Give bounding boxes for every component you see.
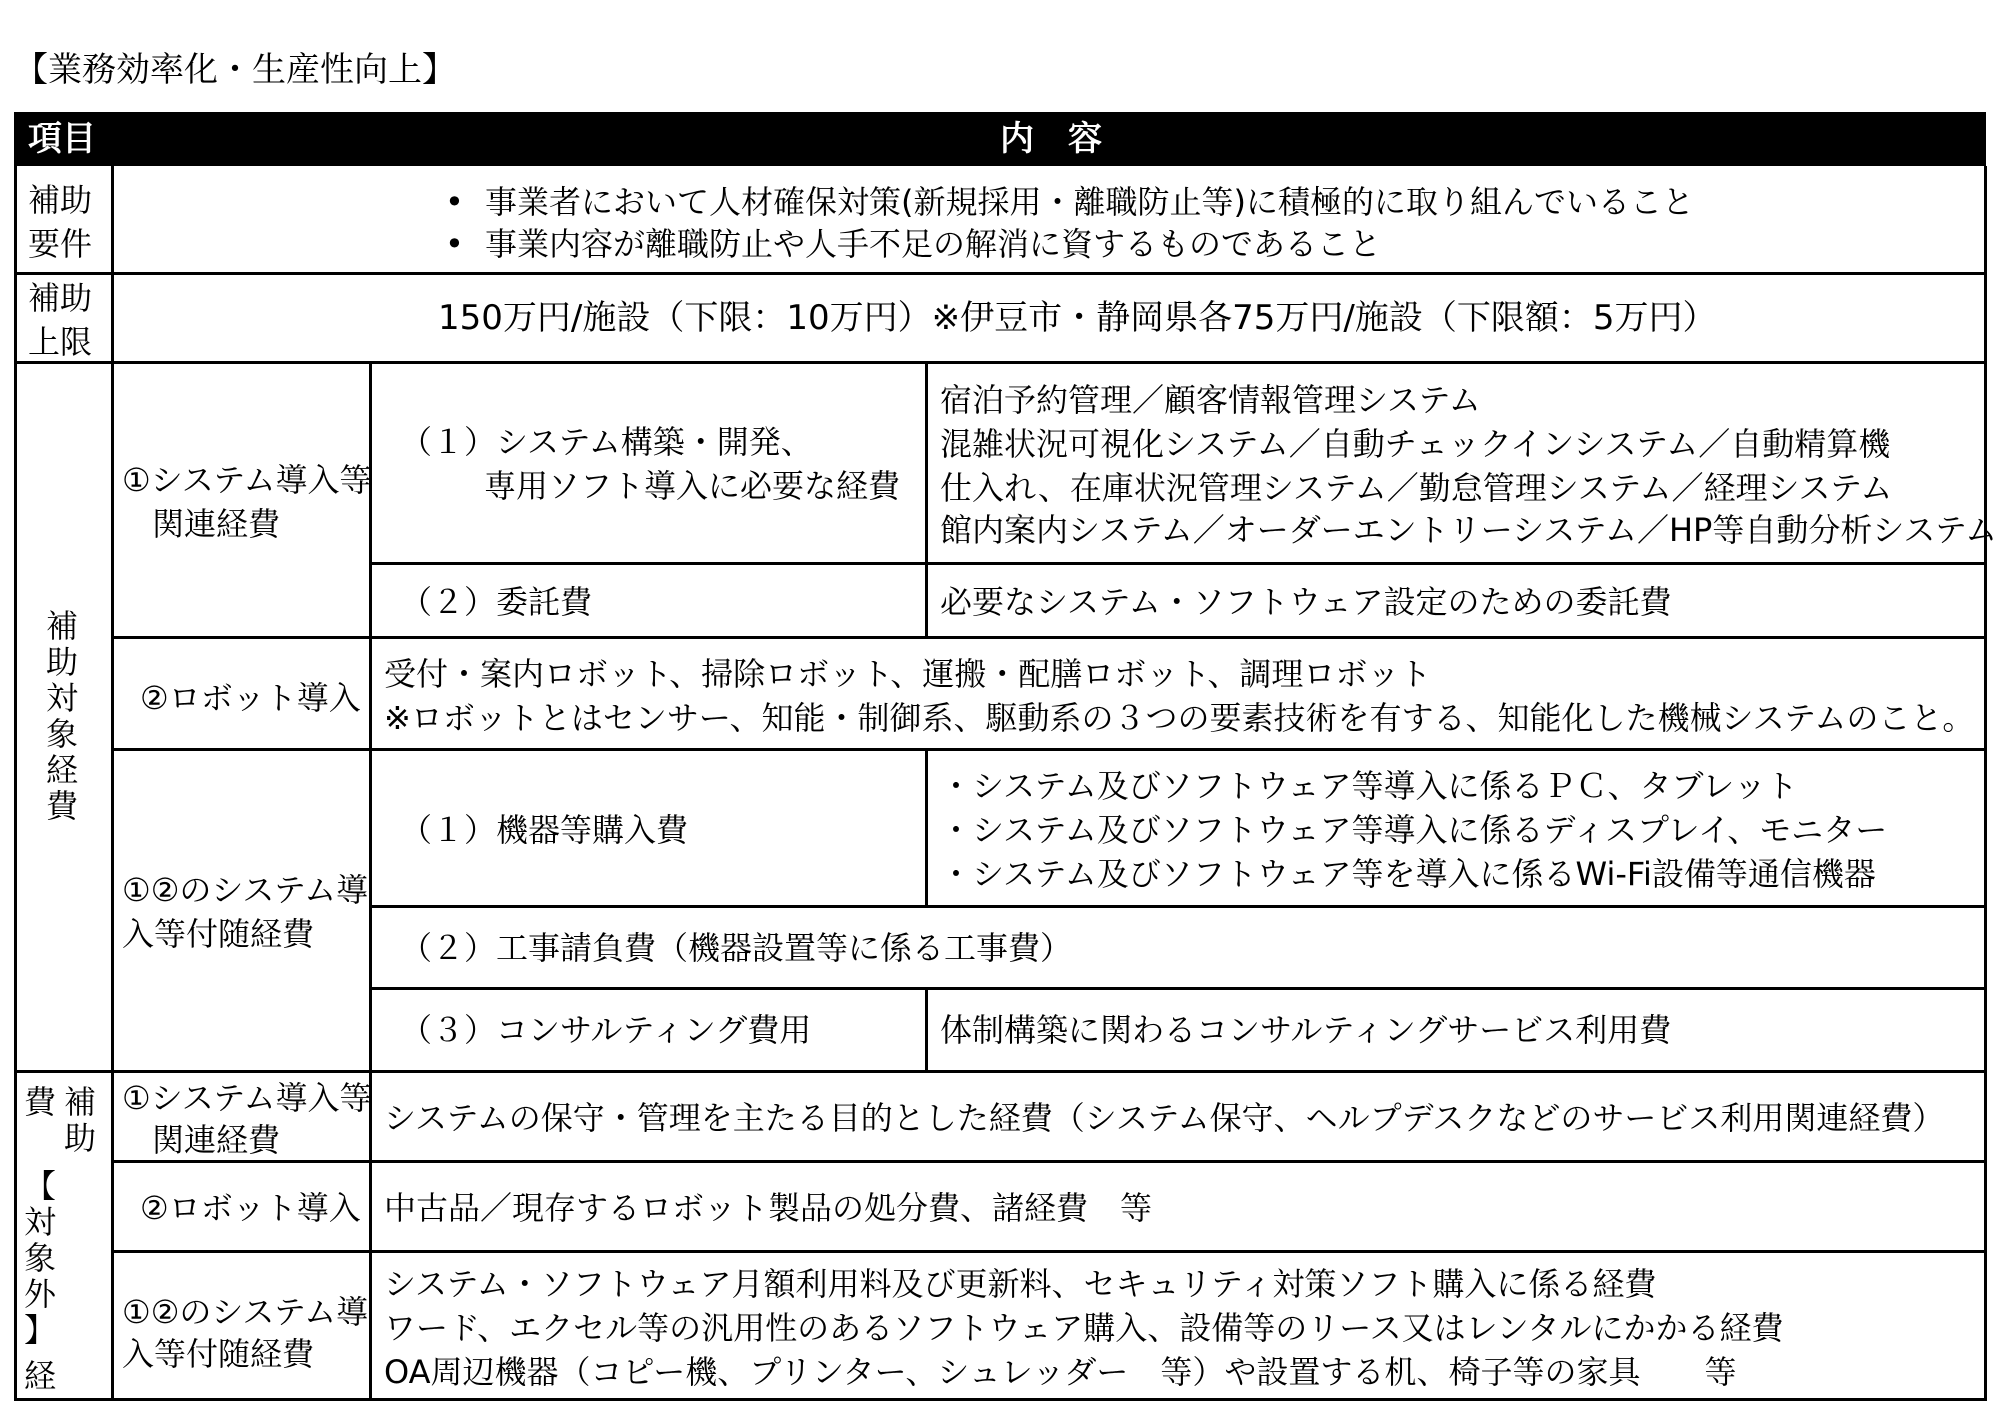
system-sub1-label-2: 専用ソフト導入に必要な経費	[484, 467, 901, 505]
excluded-robot-text: 中古品／現存するロボット製品の処分費、諸経費 等	[384, 1189, 1153, 1227]
excluded-system-label-2: 関連経費	[152, 1121, 281, 1159]
eligible-system-label-2: 関連経費	[152, 505, 281, 543]
system-detail: 混雑状況可視化システム／自動チェックインシステム／自動精算機	[940, 425, 1891, 463]
limit-text: 150万円/施設（下限：10万円）※伊豆市・静岡県各75万円/施設（下限額：5万円）	[438, 298, 1717, 338]
incidental-sub3-detail: 体制構築に関わるコンサルティングサービス利用費	[940, 1011, 1672, 1049]
system-sub1-label-1: （１）システム構築・開発、	[400, 423, 813, 461]
eligible-system-label-1: ①システム導入等	[122, 461, 372, 499]
excluded-incidental-line: システム・ソフトウェア月額利用料及び更新料、セキュリティ対策ソフト購入に係る経費	[384, 1265, 1657, 1303]
bullet-icon: •	[445, 183, 464, 221]
incidental-sub3-label: （３）コンサルティング費用	[400, 1011, 812, 1049]
system-detail: 館内案内システム／オーダーエントリーシステム／HP等自動分析システム	[940, 511, 1998, 549]
eligible-incidental-label-2: 入等付随経費	[122, 915, 315, 953]
excluded-incidental-line: ワード、エクセル等の汎用性のあるソフトウェア購入、設備等のリース又はレンタルにかかる経費	[384, 1309, 1784, 1347]
requirements-label-1: 補助	[28, 181, 93, 219]
system-sub2-detail: 必要なシステム・ソフトウェア設定のための委託費	[940, 583, 1672, 621]
limit-label-1: 補助	[28, 279, 93, 317]
robot-line: ※ロボットとはセンサー、知能・制御系、駆動系の３つの要素技術を有する、知能化した機械システムのこと。	[384, 699, 1975, 737]
limit-label-2: 上限	[28, 323, 93, 361]
incidental-detail: ・システム及びソフトウェア等導入に係るＰＣ、タブレット	[940, 767, 1798, 805]
excluded-system-label-1: ①システム導入等	[122, 1079, 372, 1117]
excluded-system-text: システムの保守・管理を主たる目的とした経費（システム保守、ヘルプデスクなどのサービス利用関連経費）	[384, 1099, 1945, 1137]
excluded-section-label-col1: 費 【 対 象 外 】 経	[23, 1083, 56, 1395]
eligible-robot-label: ②ロボット導入	[140, 679, 361, 717]
incidental-detail: ・システム及びソフトウェア等を導入に係るWi-Fi設備等通信機器	[940, 855, 1876, 893]
excluded-incidental-line: OA周辺機器（コピー機、プリンター、シュレッダー 等）や設置する机、椅子等の家具 等	[384, 1353, 1737, 1391]
bullet-icon: •	[445, 225, 464, 263]
incidental-detail: ・システム及びソフトウェア等導入に係るディスプレイ、モニター	[940, 811, 1888, 849]
requirement-bullet: 事業内容が離職防止や人手不足の解消に資するものであること	[485, 225, 1382, 263]
excluded-incidental-label-1: ①②のシステム導	[122, 1293, 369, 1331]
excluded-robot-label: ②ロボット導入	[140, 1189, 361, 1227]
system-detail: 宿泊予約管理／顧客情報管理システム	[940, 381, 1481, 419]
robot-line: 受付・案内ロボット、掃除ロボット、運搬・配膳ロボット、調理ロボット	[384, 655, 1432, 693]
requirement-bullet: 事業者において人材確保対策(新規採用・離職防止等)に積極的に取り組んでいること	[485, 183, 1694, 221]
incidental-sub1-label: （１）機器等購入費	[400, 811, 689, 849]
document-title: 【業務効率化・生産性向上】	[14, 50, 456, 90]
system-detail: 仕入れ、在庫状況管理システム／勤怠管理システム／経理システム	[940, 469, 1893, 507]
excluded-section-label-col2: 補 助	[63, 1083, 96, 1157]
header-content: 内 容	[1000, 119, 1102, 159]
system-sub2-label: （２）委託費	[400, 583, 593, 621]
incidental-sub2-label: （２）工事請負費（機器設置等に係る工事費）	[400, 929, 1073, 967]
header-item: 項目	[28, 119, 96, 159]
eligible-section-label: 補 助 対 象 経 費	[45, 607, 78, 825]
requirements-label-2: 要件	[28, 225, 93, 263]
eligible-incidental-label-1: ①②のシステム導	[122, 871, 369, 909]
excluded-incidental-label-2: 入等付随経費	[122, 1335, 315, 1373]
